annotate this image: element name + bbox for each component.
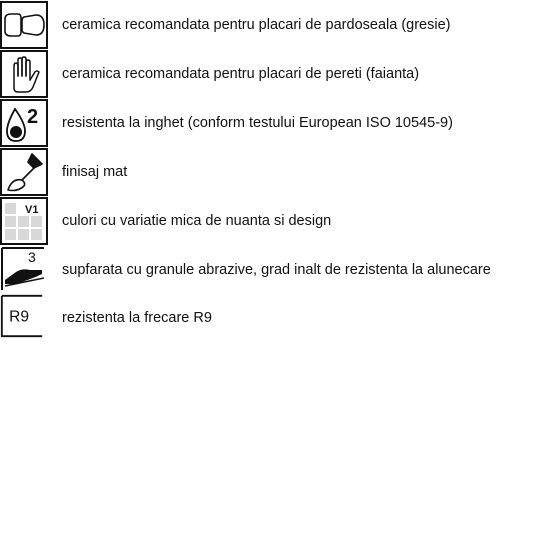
- legend-label: ceramica recomandata pentru placari de pardoseala (gresie): [62, 17, 451, 33]
- legend-label: ceramica recomandata pentru placari de pereti (faianta): [62, 66, 420, 82]
- legend-label: supfarata cu granule abrazive, grad inalt de rezistenta la alunecare: [62, 262, 491, 278]
- antislip-badge: 3: [28, 249, 36, 265]
- color-variation-icon: [0, 197, 48, 245]
- legend-item-wall: [0, 50, 533, 98]
- friction-rating-icon: [0, 294, 48, 342]
- legend-item-matte: [0, 148, 533, 196]
- frost-drop-icon: [0, 99, 48, 147]
- legend-label: rezistenta la frecare R9: [62, 310, 212, 326]
- hand-icon: [0, 50, 48, 98]
- legend-item-variation: [0, 197, 533, 245]
- legend-label: resistenta la inghet (conform testului European ISO 10545-9): [62, 115, 453, 131]
- legend-item-frost: [0, 99, 533, 147]
- legend-label: finisaj mat: [62, 164, 128, 180]
- variation-badge: V1: [25, 204, 39, 216]
- anti-slip-shoe-icon: [0, 246, 48, 294]
- legend-label: culori cu variatie mica de nuanta si design: [62, 213, 332, 229]
- legend-item-floor: [0, 1, 533, 49]
- shoe-sole-icon: [0, 1, 48, 49]
- legend-item-friction: [0, 294, 533, 342]
- friction-badge: R9: [9, 308, 30, 326]
- paintbrush-icon: [0, 148, 48, 196]
- frost-badge: 2: [27, 106, 39, 128]
- legend-item-antislip: [0, 246, 533, 294]
